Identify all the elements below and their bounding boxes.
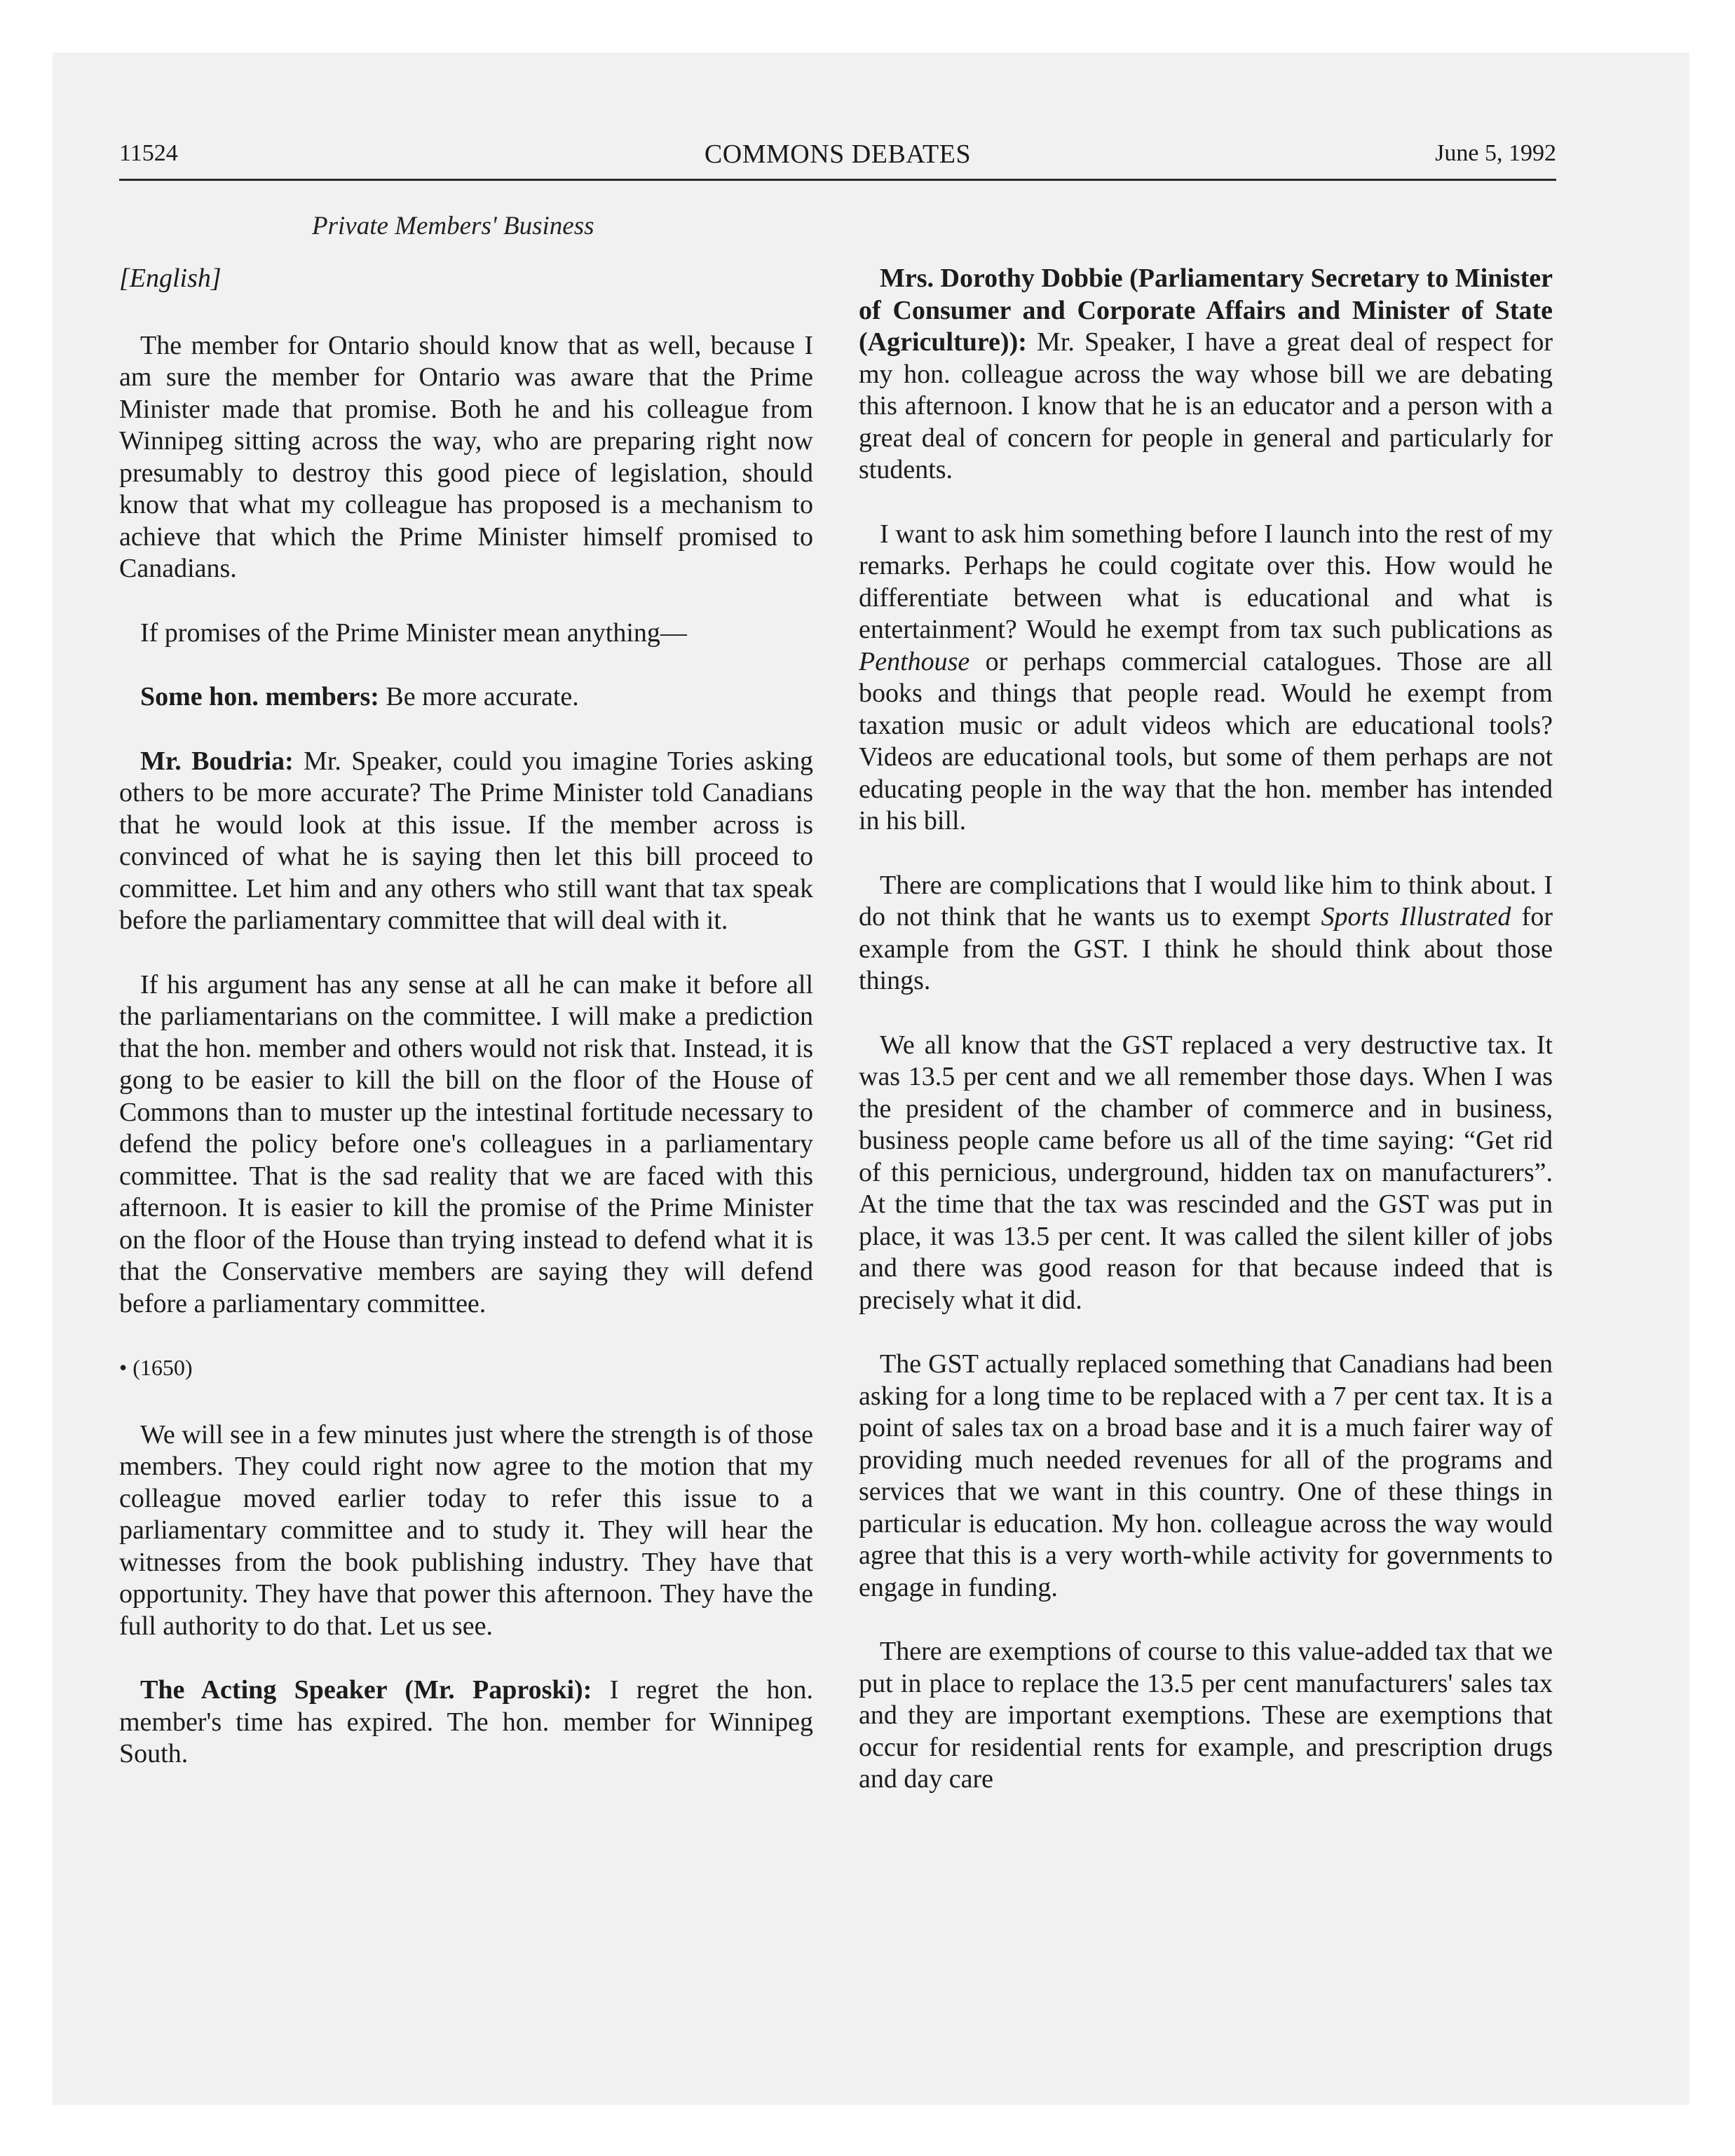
time-marker: • (1650)	[119, 1355, 193, 1380]
language-marker: [English]	[119, 264, 222, 293]
speaker-name: Mr. Boudria:	[140, 746, 294, 776]
left-column	[119, 263, 813, 1803]
speech-text: I want to ask him something before I launch into the rest of my remarks. Perhaps he could cogitate over this. How would he differentiate between what is educational and what is entertainment? Would he exempt from tax such publications as	[859, 519, 1553, 644]
paragraph: We all know that the GST replaced a very destructive tax. It was 13.5 per cent and we all remember those days. When I was the president of the chamber of commerce and in business, business people came before us all of the time saying: “Get rid of this pernicious, underground, hidden tax on manufacturers”. At the time that the tax was rescinded and the GST was put in place, it was 13.5 per cent. It was called the silent killer of jobs and there was good reason for that because indeed that is precisely what it did.	[859, 1030, 1553, 1315]
publication-date: June 5, 1992	[1435, 140, 1556, 166]
header-rule	[119, 179, 1556, 181]
paragraph	[119, 746, 813, 937]
speech-text: There are complications that I would like him to think about. I do not think that he wants us to exempt	[859, 870, 1553, 932]
paragraph: The member for Ontario should know that as well, because I am sure the member for Ontario was aware that the Prime Minister made that promise. Both he and his colleague from Winnipeg sitting across the way, who are preparing right now presumably to destroy this good piece of legislation, should know that what my colleague has proposed is a mechanism to achieve that which the Prime Minister himself promised to Canadians.	[119, 330, 813, 583]
paragraph: We will see in a few minutes just where the strength is of those members. They could right now agree to the motion that my colleague moved earlier today to refer this issue to a parliamentary committee and to study it. They will hear the witnesses from the book publishing industry. They have that opportunity. They have that power this afternoon. They have the full authority to do that. Let us see.	[119, 1419, 813, 1641]
paragraph	[119, 681, 813, 714]
publication-title: COMMONS DEBATES	[704, 139, 972, 169]
paragraph: There are exemptions of course to this value-added tax that we put in place to replace the 13.5 per cent manufacturers' sales tax and they are important exemptions. These are exemptions that occur for residential rents for example, and prescription drugs and day care	[859, 1637, 1553, 1794]
publication-name: Sports Illustrated	[1321, 902, 1511, 932]
speech-text: I regret the hon. member's time has expired. The hon. member for Winnipeg South.	[119, 1675, 813, 1768]
speech-text: or perhaps commercial catalogues. Those are all books and things that people read. Would he exempt from taxation music or adult videos which are educational tools? Videos are educational tools, but some of them perhaps are not educating people in the way that the hon. member has intended in his bill.	[859, 646, 1553, 835]
paragraph	[859, 519, 1553, 838]
paragraph	[119, 1674, 813, 1770]
paragraph: If promises of the Prime Minister mean anything—	[140, 618, 687, 648]
page-number: 11524	[119, 140, 178, 166]
page-header	[119, 133, 1556, 175]
right-column	[859, 263, 1553, 1828]
paragraph	[859, 263, 1553, 486]
section-title: Private Members' Business	[312, 212, 594, 240]
paragraph	[859, 870, 1553, 997]
speech-text: for example from the GST. I think he should think about those things.	[859, 902, 1553, 995]
speech-text: Mr. Speaker, could you imagine Tories asking others to be more accurate? The Prime Minister told Canadians that he would look at this issue. If the member across is convinced of what he is saying then let this bill proceed to committee. Let him and any others who still want that tax speak before the parliamentary committee that will deal with it.	[119, 746, 813, 935]
speech-text: Be more accurate.	[379, 682, 579, 711]
speaker-name: Some hon. members:	[140, 682, 379, 711]
scanned-page	[53, 53, 1689, 2105]
paragraph: The GST actually replaced something that Canadians had been asking for a long time to be replaced with a 7 per cent tax. It is a point of sales tax on a broad base and it is a much fairer way of providing much needed revenues for all of the programs and services that we want in this country. One of these things in particular is education. My hon. colleague across the way would agree that this is a very worth-while activity for governments to engage in funding.	[859, 1349, 1553, 1602]
speaker-name: Mrs. Dorothy Dobbie (Parliamentary Secretary to Minister of Consumer and Corporate Affairs and Minister of State (Agriculture)):	[859, 264, 1553, 357]
paragraph: If his argument has any sense at all he can make it before all the parliamentarians on the committee. I will make a prediction that the hon. member and others would not risk that. Instead, it is gong to be easier to kill the bill on the floor of the House of Commons than to muster up the intestinal fortitude necessary to defend the policy before one's colleagues in a parliamentary committee. That is the sad reality that we are faced with this afternoon. It is easier to kill the promise of the Prime Minister on the floor of the House than trying instead to defend what it is that the Conservative members are saying they will defend before a parliamentary committee.	[119, 969, 813, 1318]
publication-name: Penthouse	[859, 646, 970, 676]
speech-text: Mr. Speaker, I have a great deal of respect for my hon. colleague across the way whose bill we are debating this afternoon. I know that he is an educator and a person with a great deal of concern for people in general and particularly for students.	[859, 327, 1553, 484]
speaker-name: The Acting Speaker (Mr. Paproski):	[140, 1675, 592, 1705]
